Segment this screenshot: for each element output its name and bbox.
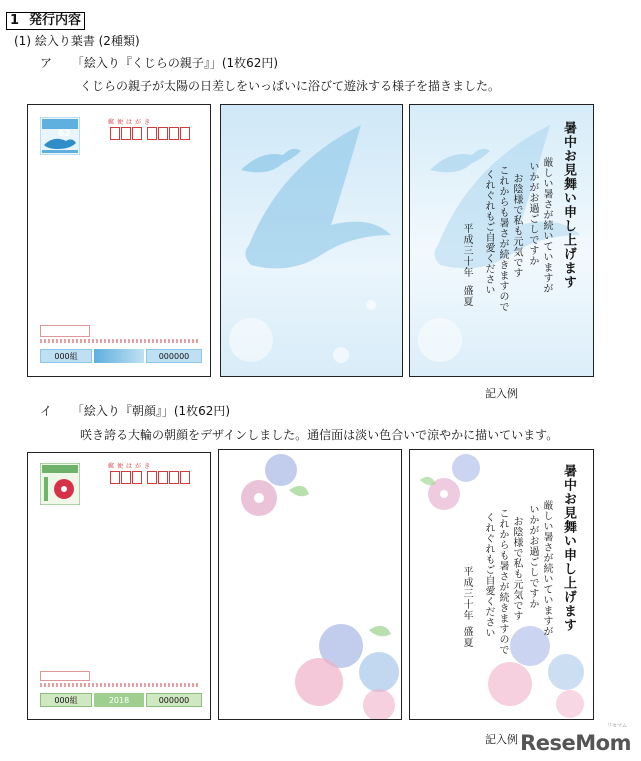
morning-glory-lottery-strip [94, 693, 144, 707]
whale-fine-print [40, 325, 90, 337]
morning-glory-greeting-season: 盛夏 [461, 626, 472, 648]
morning-glory-postal-label: 郵便はがき [108, 463, 154, 470]
morning-glory-greeting-line-2: いかがお過ごしですか [527, 504, 538, 609]
morning-glory-greeting-date: 平成三十年 [461, 566, 472, 621]
morning-glory-greeting-title: 暑中お見舞い申し上げます [561, 464, 576, 632]
morning-glory-lot-strip [40, 693, 92, 707]
whale-greeting-line-4: これからも暑さが続きますので [497, 165, 508, 312]
morning-glory-serial-strip [146, 693, 202, 707]
subsection-title: (1) 絵入り葉書 (2種類) [14, 34, 140, 48]
whale-greeting-season: 盛夏 [461, 285, 472, 307]
item-a-description: くじらの親子が太陽の日差しをいっぱいに浴びて遊泳する様子を描きました。 [80, 79, 501, 93]
section-title: 発行内容 [29, 13, 82, 28]
morning-glory-fine-print-line [40, 683, 200, 687]
logo-subtext: リセマム [607, 723, 627, 729]
item-a-title: 「絵入り『くじらの親子』」(1枚62円) [71, 56, 279, 70]
whale-lot-label: 000組 [54, 351, 78, 361]
morning-glory-example-card [409, 449, 594, 720]
whale-postal-code-boxes [110, 127, 202, 142]
morning-glory-serial: 000000 [158, 695, 190, 705]
whale-message-card [220, 104, 403, 377]
morning-glory-postal-code-boxes [110, 471, 202, 486]
whale-greeting-line-2: いかがお過ごしですか [527, 161, 538, 266]
item-b-description: 咲き誇る大輪の朝顔をデザインしました。通信面は淡い色合いで涼やかに描いています。 [80, 428, 559, 442]
whale-lot-strip [40, 349, 92, 363]
morning-glory-greeting-line-3: お陰様で私も元気です [511, 516, 522, 621]
item-a-heading [40, 55, 278, 71]
whale-illustration-icon [221, 105, 403, 377]
morning-glory-fine-print [40, 671, 90, 681]
whale-greeting-line-5: くれぐれもご自愛ください [483, 169, 494, 295]
whale-greeting-title: 暑中お見舞い申し上げます [561, 121, 576, 289]
whale-serial: 000000 [158, 351, 190, 361]
morning-glory-stamp-icon [40, 463, 80, 505]
whale-example-card [409, 104, 594, 377]
morning-glory-message-card [218, 449, 402, 720]
morning-glory-illustration-icon [219, 450, 402, 720]
whale-stamp-value: 62 [58, 129, 71, 139]
item-b-heading [40, 403, 230, 419]
whale-lottery-strip [94, 349, 144, 363]
item-b-title: 「絵入り『朝顔』」(1枚62円) [71, 404, 231, 418]
item-b-marker: イ [40, 404, 53, 418]
morning-glory-greeting-line-1: 厳しい暑さが続いていますが [541, 500, 552, 637]
whale-caption: 記入例 [485, 387, 518, 400]
morning-glory-greeting-line-4: これからも暑さが続きますので [497, 508, 508, 655]
whale-greeting-line-1: 厳しい暑さが続いていますが [541, 157, 552, 294]
section-heading [6, 12, 85, 30]
section-number: 1 [10, 13, 20, 28]
morning-glory-caption: 記入例 [485, 733, 518, 746]
morning-glory-address-card [27, 452, 211, 720]
morning-glory-year-label: 2018 [108, 695, 130, 705]
whale-address-card [27, 104, 211, 377]
resemom-logo: ReseMom [520, 731, 631, 755]
whale-serial-strip [146, 349, 202, 363]
whale-greeting-line-3: お陰様で私も元気です [511, 173, 522, 278]
whale-greeting-date: 平成三十年 [461, 223, 472, 278]
morning-glory-lot-label: 000組 [54, 695, 78, 705]
morning-glory-greeting-line-5: くれぐれもご自愛ください [483, 512, 494, 638]
item-a-marker: ア [40, 56, 53, 70]
whale-fine-print-line [40, 339, 200, 343]
whale-postal-label: 郵便はがき [108, 119, 154, 126]
